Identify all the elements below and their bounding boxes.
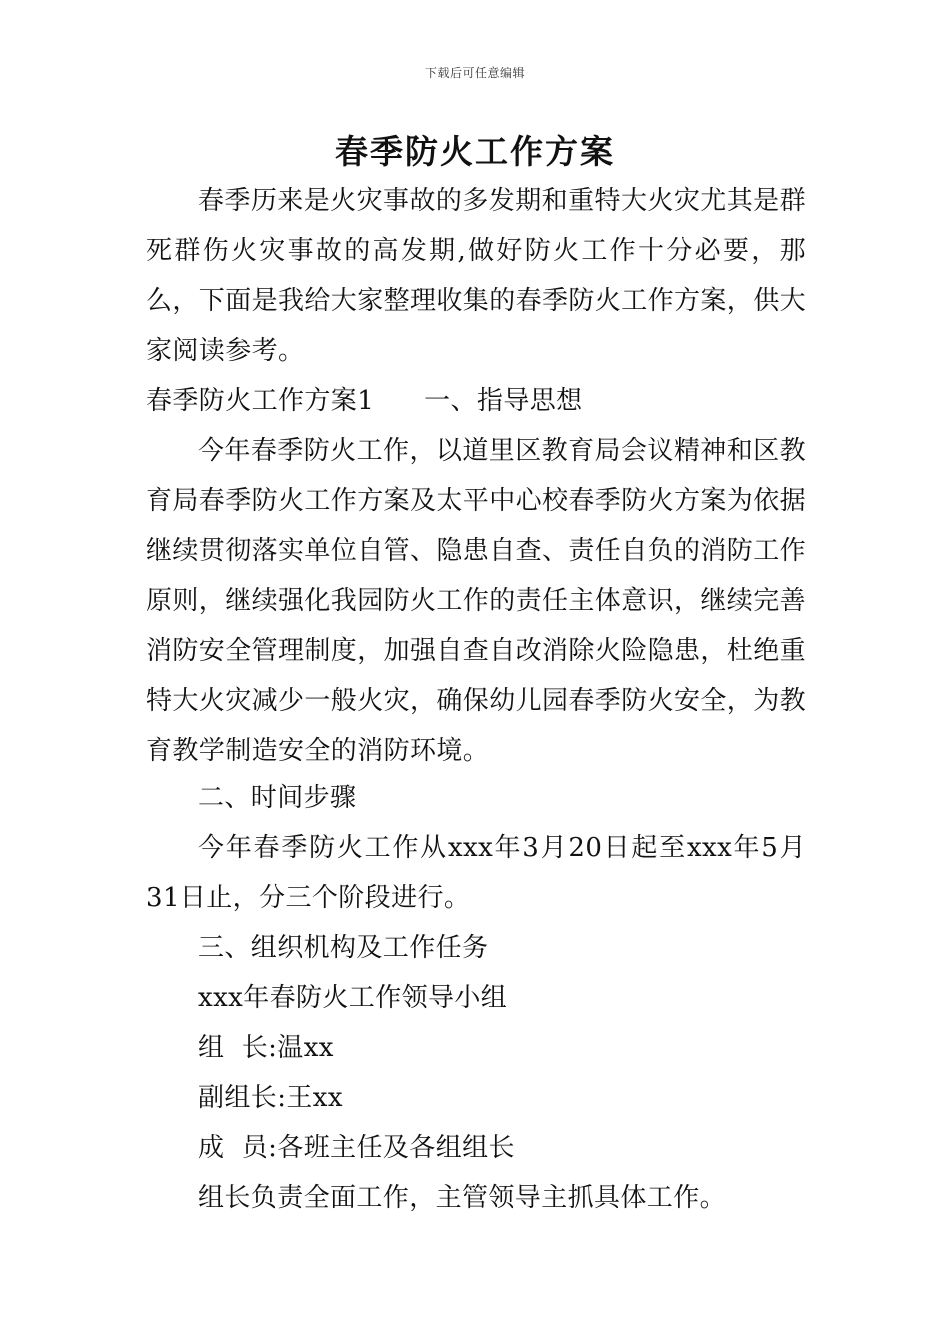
section2-heading: 二、时间步骤 xyxy=(198,783,357,813)
header-note: 下载后可任意编辑 xyxy=(424,66,525,80)
document-title: 春季防火工作方案 xyxy=(335,132,615,171)
vice-leader-line: 副组长:王xx xyxy=(198,1083,343,1113)
plan-heading: 春季防火工作方案1 xyxy=(146,386,375,416)
intro-paragraph: 春季历来是火灾事故的多发期和重特大火灾尤其是群死群伤火灾事故的高发期,做好防火工作十分必要，那么，下面是我给大家整理收集的春季防火工作方案，供大家阅读参考。 xyxy=(146,186,807,366)
plan-heading-row xyxy=(146,376,806,426)
section1-paragraph: 今年春季防火工作，以道里区教育局会议精神和区教育局春季防火工作方案及太平中心校春季防火方案为依据继续贯彻落实单位自管、隐患自查、责任自负的消防工作原则，继续强化我园防火工作的责任主体意识，继续完善消防安全管理制度，加强自查自改消除火险隐患，杜绝重特大火灾减少一般火灾，确保幼儿园春季防火安全，为教育教学制造安全的消防环境。 xyxy=(146,436,807,766)
leader-line: 组 长:温xx xyxy=(198,1033,334,1063)
members-line: 成 员:各班主任及各组组长 xyxy=(198,1133,515,1163)
document-body xyxy=(146,176,806,776)
section3-heading: 三、组织机构及工作任务 xyxy=(198,933,489,963)
section2-paragraph: 今年春季防火工作从xxx年3月20日起至xxx年5月31日止，分三个阶段进行。 xyxy=(146,833,806,913)
group-title: xxx年春防火工作领导小组 xyxy=(198,983,508,1013)
section1-heading: 一、指导思想 xyxy=(424,386,583,416)
document-body-continued xyxy=(146,773,806,1223)
duty-line: 组长负责全面工作，主管领导主抓具体工作。 xyxy=(198,1183,727,1213)
